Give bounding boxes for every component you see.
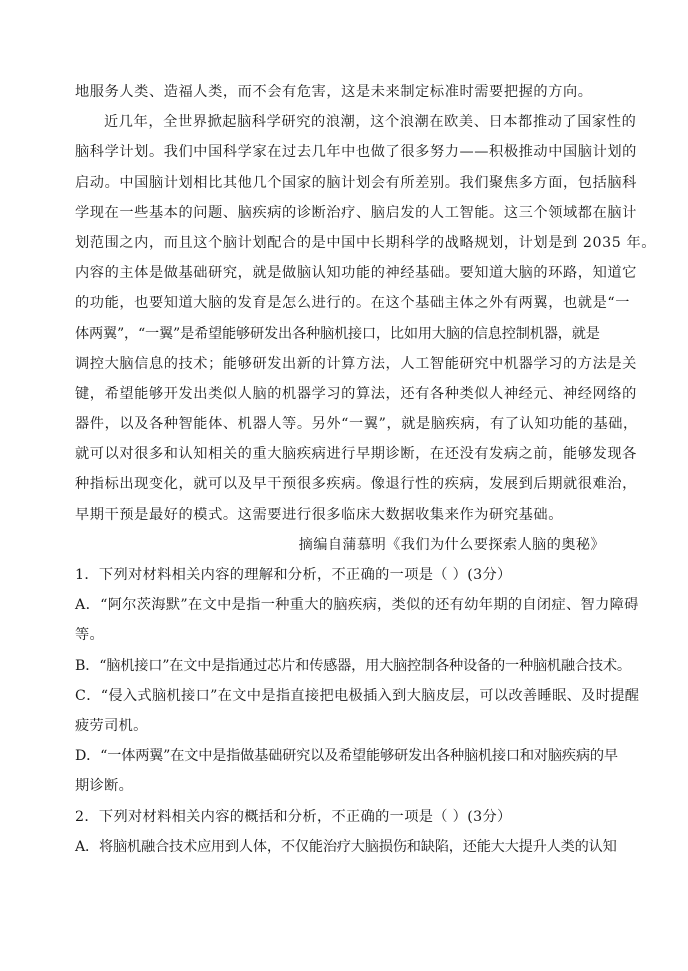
question-1-option-d-cont: 期诊断。 <box>75 778 134 795</box>
question-1-option-c: C．“侵入式脑机接口”在文中是指直接把电极插入到大脑皮层，可以改善睡眠、及时提醒 <box>75 687 640 704</box>
passage-paragraph-start: 近几年，全世界掀起脑科学研究的浪潮，这个浪潮在欧美、日本都推动了国家性的 <box>104 114 637 131</box>
passage-line: 早期干预是最好的模式。这需要进行很多临床大数据收集来作为研究基础。 <box>75 506 563 523</box>
passage-line: 器件，以及各种智能体、机器人等。另外“一翼”，就是脑疾病，有了认知功能的基础， <box>75 416 638 433</box>
question-2-stem: 2．下列对材料相关内容的概括和分析，不正确的一项是（ ）(3分） <box>75 808 512 825</box>
passage-line: 划范围之内，而且这个脑计划配合的是中国中长期科学的战略规划，计划是到 2035 年。 <box>75 234 657 251</box>
passage-line: 体两翼”，“一翼”是希望能够研发出各种脑机接口，比如用大脑的信息控制机器，就是 <box>75 325 600 342</box>
question-1-option-b: B．“脑机接口”在文中是指通过芯片和传感器，用大脑控制各种设备的一种脑机融合技术。 <box>75 657 631 674</box>
document-body <box>75 77 657 862</box>
passage-line: 启动。中国脑计划相比其他几个国家的脑计划会有所差别。我们聚焦多方面，包括脑科 <box>75 174 637 191</box>
question-1-option-d: D．“一体两翼”在文中是指做基础研究以及希望能够研发出各种脑机接口和对脑疾病的早 <box>75 748 618 765</box>
passage-line: 脑科学计划。我们中国科学家在过去几年中也做了很多努力——积极推动中国脑计划的 <box>75 144 637 161</box>
passage-line: 种指标出现变化，就可以及早干预很多疾病。像退行性的疾病，发展到后期就很难治， <box>75 476 637 493</box>
question-2-option-a: A．将脑机融合技术应用到人体，不仅能治疗大脑损伤和缺陷，还能大大提升人类的认知 <box>75 838 617 855</box>
question-1-stem: 1．下列对材料相关内容的理解和分析，不正确的一项是（ ）(3分） <box>75 567 512 583</box>
question-1-option-c-cont: 疲劳司机。 <box>75 717 148 734</box>
passage-line: 调控大脑信息的技术；能够研发出新的计算方法，人工智能研究中机器学习的方法是关 <box>75 355 637 372</box>
passage-line: 地服务人类、造福人类，而不会有危害，这是未来制定标准时需要把握的方向。 <box>75 84 593 100</box>
question-1-option-a-cont: 等。 <box>75 627 105 644</box>
passage-line: 学现在一些基本的问题、脑疾病的诊断治疗、脑启发的人工智能。这三个领域都在脑计 <box>75 204 637 221</box>
question-1-option-a: A．“阿尔茨海默”在文中是指一种重大的脑疾病，类似的还有幼年期的自闭症、智力障碍 <box>75 597 639 614</box>
source-citation: 摘编自蒲慕明《我们为什么要探索人脑的奥秘》 <box>298 536 605 553</box>
passage-line: 内容的主体是做基础研究，就是做脑认知功能的神经基础。要知道大脑的环路，知道它 <box>75 265 637 282</box>
passage-line: 就可以对很多和认知相关的重大脑疾病进行早期诊断，在还没有发病之前，能够发现各 <box>75 446 637 463</box>
passage-line: 键，希望能够开发出类似人脑的机器学习的算法，还有各种类似人神经元、神经网络的 <box>75 385 637 402</box>
passage-line: 的功能，也要知道大脑的发育是怎么进行的。在这个基础主体之外有两翼，也就是“一 <box>75 295 630 312</box>
